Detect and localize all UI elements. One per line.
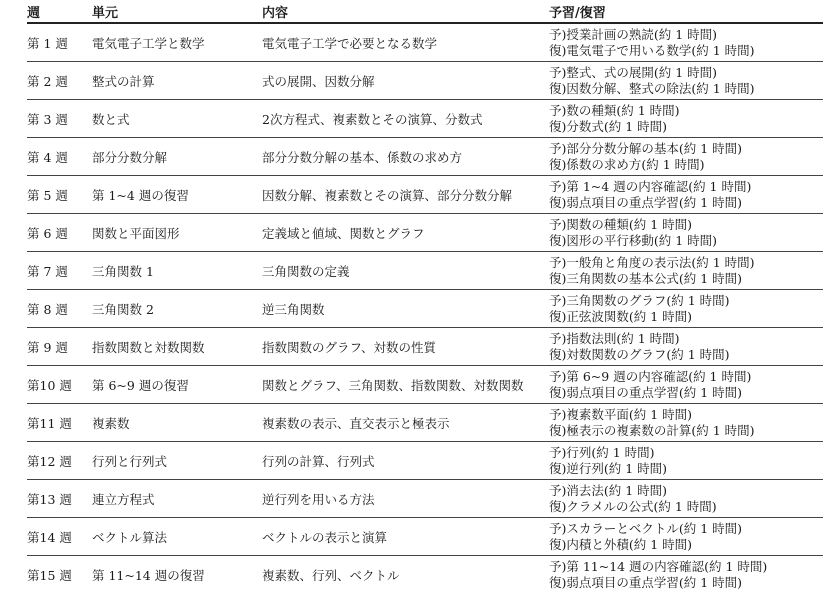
table-row bbox=[27, 556, 823, 594]
content-cell: ベクトルの表示と演算 bbox=[262, 518, 549, 556]
unit-cell: 指数関数と対数関数 bbox=[92, 328, 262, 366]
unit-cell: 関数と平面図形 bbox=[92, 214, 262, 252]
content-cell: 式の展開、因数分解 bbox=[262, 62, 549, 100]
week-cell: 第11 週 bbox=[27, 404, 92, 442]
prep-review-cell bbox=[549, 290, 823, 328]
preparation-text: 予)整式、式の展開(約 1 時間) bbox=[549, 64, 718, 80]
content-cell: 指数関数のグラフ、対数の性質 bbox=[262, 328, 549, 366]
unit-cell: 行列と行列式 bbox=[92, 442, 262, 480]
week-cell: 第 6 週 bbox=[27, 214, 92, 252]
review-text: 復)極表示の複素数の計算(約 1 時間) bbox=[549, 422, 755, 438]
preparation-text: 予)複素数平面(約 1 時間) bbox=[549, 406, 693, 422]
table-row bbox=[27, 290, 823, 328]
review-text: 復)クラメルの公式(約 1 時間) bbox=[549, 498, 717, 514]
prep-review-cell bbox=[549, 252, 823, 290]
table-row bbox=[27, 404, 823, 442]
prep-review-cell bbox=[549, 138, 823, 176]
table-row bbox=[27, 442, 823, 480]
table-row bbox=[27, 138, 823, 176]
table-row bbox=[27, 366, 823, 404]
review-text: 復)逆行列(約 1 時間) bbox=[549, 460, 668, 476]
preparation-text: 予)三角関数のグラフ(約 1 時間) bbox=[549, 292, 730, 308]
review-text: 復)弱点項目の重点学習(約 1 時間) bbox=[549, 194, 743, 210]
preparation-text: 予)第 1~4 週の内容確認(約 1 時間) bbox=[549, 178, 752, 194]
review-text: 復)正弦波関数(約 1 時間) bbox=[549, 308, 693, 324]
content-cell: 2次方程式、複素数とその演算、分数式 bbox=[262, 100, 549, 138]
week-cell: 第 8 週 bbox=[27, 290, 92, 328]
unit-cell: 第 6~9 週の復習 bbox=[92, 366, 262, 404]
preparation-text: 予)授業計画の熟読(約 1 時間) bbox=[549, 26, 718, 42]
prep-review-cell bbox=[549, 366, 823, 404]
prep-review-cell bbox=[549, 556, 823, 594]
unit-cell: 整式の計算 bbox=[92, 62, 262, 100]
preparation-text: 予)第 6~9 週の内容確認(約 1 時間) bbox=[549, 368, 752, 384]
prep-review-cell bbox=[549, 100, 823, 138]
unit-cell: 複素数 bbox=[92, 404, 262, 442]
table-row bbox=[27, 252, 823, 290]
preparation-text: 予)部分分数分解の基本(約 1 時間) bbox=[549, 140, 743, 156]
table-row bbox=[27, 23, 823, 62]
prep-review-cell bbox=[549, 442, 823, 480]
review-text: 復)三角関数の基本公式(約 1 時間) bbox=[549, 270, 743, 286]
preparation-text: 予)一般角と角度の表示法(約 1 時間) bbox=[549, 254, 755, 270]
unit-cell: 連立方程式 bbox=[92, 480, 262, 518]
header-content: 内容 bbox=[262, 0, 549, 23]
review-text: 復)係数の求め方(約 1 時間) bbox=[549, 156, 705, 172]
unit-cell: 部分分数分解 bbox=[92, 138, 262, 176]
unit-cell: 電気電子工学と数学 bbox=[92, 23, 262, 62]
prep-review-cell bbox=[549, 176, 823, 214]
prep-review-cell bbox=[549, 518, 823, 556]
content-cell: 電気電子工学で必要となる数学 bbox=[262, 23, 549, 62]
week-cell: 第 4 週 bbox=[27, 138, 92, 176]
review-text: 復)電気電子で用いる数学(約 1 時間) bbox=[549, 42, 755, 58]
week-cell: 第14 週 bbox=[27, 518, 92, 556]
content-cell: 複素数の表示、直交表示と極表示 bbox=[262, 404, 549, 442]
review-text: 復)因数分解、整式の除法(約 1 時間) bbox=[549, 80, 755, 96]
preparation-text: 予)消去法(約 1 時間) bbox=[549, 482, 668, 498]
preparation-text: 予)第 11~14 週の内容確認(約 1 時間) bbox=[549, 558, 768, 574]
content-cell: 逆行列を用いる方法 bbox=[262, 480, 549, 518]
unit-cell: ベクトル算法 bbox=[92, 518, 262, 556]
content-cell: 部分分数分解の基本、係数の求め方 bbox=[262, 138, 549, 176]
prep-review-cell bbox=[549, 328, 823, 366]
syllabus-table bbox=[27, 0, 823, 593]
week-cell: 第 2 週 bbox=[27, 62, 92, 100]
preparation-text: 予)スカラーとベクトル(約 1 時間) bbox=[549, 520, 743, 536]
week-cell: 第 9 週 bbox=[27, 328, 92, 366]
content-cell: 三角関数の定義 bbox=[262, 252, 549, 290]
unit-cell: 三角関数 2 bbox=[92, 290, 262, 328]
review-text: 復)内積と外積(約 1 時間) bbox=[549, 536, 693, 552]
unit-cell: 第 11~14 週の復習 bbox=[92, 567, 205, 583]
review-text: 復)弱点項目の重点学習(約 1 時間) bbox=[549, 384, 743, 400]
content-cell: 逆三角関数 bbox=[262, 290, 549, 328]
prep-review-cell bbox=[549, 214, 823, 252]
preparation-text: 予)指数法則(約 1 時間) bbox=[549, 330, 680, 346]
week-cell: 第 1 週 bbox=[27, 23, 92, 62]
unit-cell: 第 1~4 週の復習 bbox=[92, 176, 262, 214]
table-row bbox=[27, 518, 823, 556]
content-cell: 関数とグラフ、三角関数、指数関数、対数関数 bbox=[262, 366, 549, 404]
prep-review-cell bbox=[549, 23, 823, 62]
preparation-text: 予)行列(約 1 時間) bbox=[549, 444, 655, 460]
week-cell: 第 7 週 bbox=[27, 252, 92, 290]
content-cell: 行列の計算、行列式 bbox=[262, 442, 549, 480]
week-cell: 第 5 週 bbox=[27, 176, 92, 214]
table-row bbox=[27, 328, 823, 366]
table-row bbox=[27, 176, 823, 214]
week-cell: 第12 週 bbox=[27, 442, 92, 480]
table-row bbox=[27, 480, 823, 518]
review-text: 復)図形の平行移動(約 1 時間) bbox=[549, 232, 718, 248]
content-cell: 因数分解、複素数とその演算、部分分数分解 bbox=[262, 176, 549, 214]
review-text: 復)分数式(約 1 時間) bbox=[549, 118, 668, 134]
content-cell: 定義域と値域、関数とグラフ bbox=[262, 214, 549, 252]
week-cell: 第10 週 bbox=[27, 366, 92, 404]
week-cell: 第15 週 bbox=[27, 567, 72, 583]
review-text: 復)対数関数のグラフ(約 1 時間) bbox=[549, 346, 730, 362]
preparation-text: 予)数の種類(約 1 時間) bbox=[549, 102, 680, 118]
header-row bbox=[27, 0, 823, 23]
prep-review-cell bbox=[549, 62, 823, 100]
table-row bbox=[27, 214, 823, 252]
table-row bbox=[27, 100, 823, 138]
review-text: 復)弱点項目の重点学習(約 1 時間) bbox=[549, 574, 743, 590]
table-row bbox=[27, 62, 823, 100]
header-week: 週 bbox=[27, 0, 92, 23]
content-cell: 複素数、行列、ベクトル bbox=[262, 567, 400, 583]
week-cell: 第13 週 bbox=[27, 480, 92, 518]
preparation-text: 予)関数の種類(約 1 時間) bbox=[549, 216, 693, 232]
unit-cell: 三角関数 1 bbox=[92, 252, 262, 290]
header-unit: 単元 bbox=[92, 0, 262, 23]
week-cell: 第 3 週 bbox=[27, 100, 92, 138]
prep-review-cell bbox=[549, 404, 823, 442]
header-prep-review: 予習/復習 bbox=[549, 0, 823, 23]
prep-review-cell bbox=[549, 480, 823, 518]
unit-cell: 数と式 bbox=[92, 100, 262, 138]
